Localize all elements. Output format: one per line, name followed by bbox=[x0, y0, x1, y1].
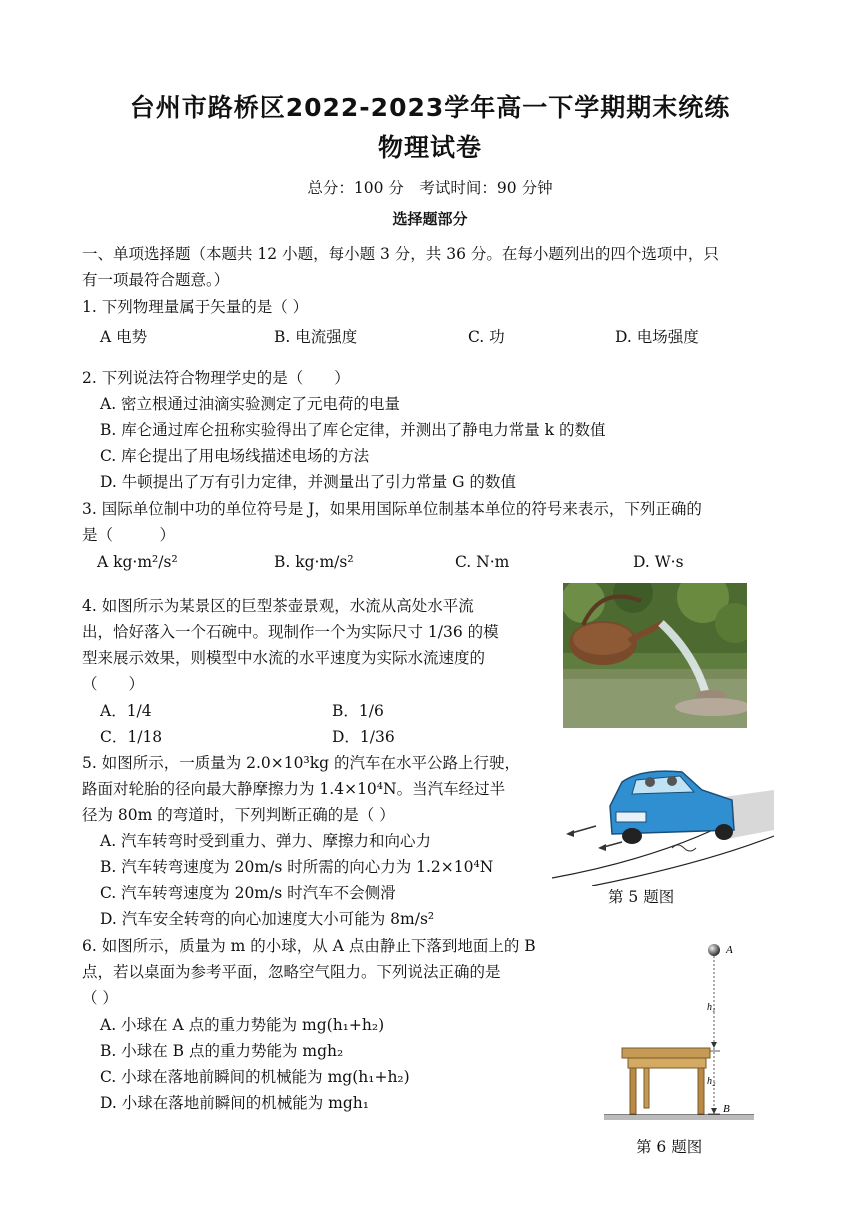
q6-stem-line2: 点，若以桌面为参考平面，忽略空气阻力。下列说法正确的是 bbox=[82, 963, 501, 981]
q5-option-d: D. 汽车安全转弯的向心加速度大小可能为 8m/s² bbox=[100, 910, 435, 928]
h2-label: h₂ bbox=[707, 1076, 716, 1087]
q5-stem-line1: 5. 如图所示，一质量为 2.0×10³kg 的汽车在水平公路上行驶， bbox=[82, 754, 520, 772]
q2-option-d: D. 牛顿提出了万有引力定律，并测量出了引力常量 G 的数值 bbox=[100, 473, 516, 491]
q4-stem-line4: （ ） bbox=[82, 675, 145, 693]
q4-option-a: A．1/4 bbox=[100, 702, 152, 720]
q6-caption: 第 6 题图 bbox=[636, 1138, 703, 1156]
q6-option-a: A. 小球在 A 点的重力势能为 mg(h₁+h₂) bbox=[100, 1016, 385, 1034]
q1-option-d: D. 电场强度 bbox=[615, 328, 699, 346]
q3-stem-line1: 3. 国际单位制中功的单位符号是 J，如果用国际单位制基本单位的符号来表示，下列正确的 bbox=[82, 500, 702, 518]
q2-option-c: C. 库仑提出了用电场线描述电场的方法 bbox=[100, 447, 370, 465]
section-heading: 选择题部分 bbox=[392, 210, 468, 228]
point-a-label: A bbox=[726, 944, 733, 956]
q6-option-d: D. 小球在落地前瞬间的机械能为 mgh₁ bbox=[100, 1094, 369, 1112]
q3-stem-line2: 是（ ） bbox=[82, 526, 176, 544]
ball-icon bbox=[708, 944, 720, 956]
q3-option-b: B. kg·m/s² bbox=[274, 553, 354, 571]
q3-option-a: A kg·m²/s² bbox=[97, 553, 178, 571]
car-figure bbox=[552, 760, 774, 886]
drop-diagram bbox=[604, 938, 754, 1120]
exam-meta: 总分：100 分 考试时间：90 分钟 bbox=[307, 179, 553, 197]
q6-stem-line1: 6. 如图所示，质量为 m 的小球，从 A 点由静止下落到地面上的 B bbox=[82, 937, 536, 955]
q1-option-a: A 电势 bbox=[100, 328, 148, 346]
exam-subtitle: 物理试卷 bbox=[377, 133, 482, 162]
q6-stem-line3: （ ） bbox=[82, 989, 118, 1007]
q4-option-b: B．1/6 bbox=[332, 702, 384, 720]
q5-stem-line2: 路面对轮胎的径向最大静摩擦力为 1.4×10⁴N。当汽车经过半 bbox=[82, 780, 506, 798]
q4-option-c: C．1/18 bbox=[100, 728, 163, 746]
point-b-label: B bbox=[723, 1103, 730, 1115]
q4-stem-line3: 型来展示效果，则模型中水流的水平速度为实际水流速度的 bbox=[82, 649, 486, 667]
q5-option-a: A. 汽车转弯时受到重力、弹力、摩擦力和向心力 bbox=[100, 832, 432, 850]
q3-option-c: C. N·m bbox=[455, 553, 510, 571]
q3-option-d: D. W·s bbox=[633, 553, 684, 571]
q1-stem: 1. 下列物理量属于矢量的是（ ） bbox=[82, 298, 309, 316]
q4-stem-line2: 出，恰好落入一个石碗中。现制作一个为实际尺寸 1/36 的模 bbox=[82, 623, 499, 641]
q2-option-b: B. 库仑通过库仑扭称实验得出了库仑定律，并测出了静电力常量 k 的数值 bbox=[100, 421, 606, 439]
part1-intro-line2: 有一项最符合题意。） bbox=[82, 271, 230, 289]
q5-caption: 第 5 题图 bbox=[608, 888, 675, 906]
exam-title: 台州市路桥区2022-2023学年高一下学期期末统练 bbox=[129, 93, 731, 122]
q1-option-c: C. 功 bbox=[468, 328, 505, 346]
q5-option-b: B. 汽车转弯速度为 20m/s 时所需的向心力为 1.2×10⁴N bbox=[100, 858, 494, 876]
q2-option-a: A. 密立根通过油滴实验测定了元电荷的电量 bbox=[100, 395, 401, 413]
q6-option-c: C. 小球在落地前瞬间的机械能为 mg(h₁+h₂) bbox=[100, 1068, 410, 1086]
q1-option-b: B. 电流强度 bbox=[274, 328, 358, 346]
h1-label: h₁ bbox=[707, 1002, 716, 1013]
q6-option-b: B. 小球在 B 点的重力势能为 mgh₂ bbox=[100, 1042, 344, 1060]
q2-stem: 2. 下列说法符合物理学史的是（ ） bbox=[82, 369, 350, 387]
q4-stem-line1: 4. 如图所示为某景区的巨型茶壶景观，水流从高处水平流 bbox=[82, 597, 474, 615]
teapot-photo bbox=[563, 583, 747, 728]
q5-option-c: C. 汽车转弯速度为 20m/s 时汽车不会侧滑 bbox=[100, 884, 396, 902]
part1-intro-line1: 一、单项选择题（本题共 12 小题，每小题 3 分，共 36 分。在每小题列出的四个选项中，只 bbox=[82, 245, 719, 263]
q4-option-d: D．1/36 bbox=[332, 728, 395, 746]
q5-stem-line3: 径为 80m 的弯道时，下列判断正确的是（ ） bbox=[82, 806, 395, 824]
